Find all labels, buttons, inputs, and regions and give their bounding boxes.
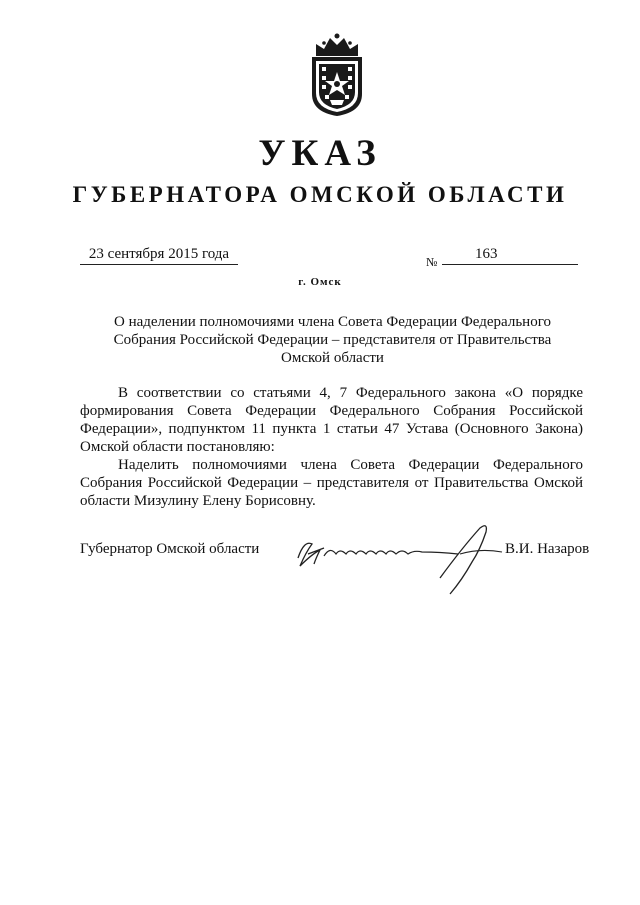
decree-city: г. Омск (298, 276, 342, 288)
decree-body (80, 384, 583, 510)
decree-subject: О наделении полномочиями члена Совета Федерации Федерального Собрания Российской Федерации – представителя от Правительства Омской области (113, 314, 552, 366)
body-paragraph: Наделить полномочиями члена Совета Федерации Федерального Собрания Российской Федерации – представителя от Правительства Омской области Мизулину Елену Борисовну. (80, 457, 583, 509)
signatory-title: Губернатор Омской области (80, 541, 260, 557)
number-label: № (426, 255, 438, 269)
body-paragraph: В соответствии со статьями 4, 7 Федерального закона «О порядке формирования Совета Федерации Федерального Собрания Российской Федерации», подпунктом 11 пункта 1 статьи 47 Устава (Основного Закона) Омской области постановляю: (80, 385, 583, 455)
handwritten-signature (290, 518, 515, 598)
decree-date: 23 сентября 2015 года (80, 245, 238, 265)
coat-of-arms-emblem (302, 32, 372, 118)
decree-number: 163 (442, 245, 578, 265)
decree-title: УКАЗ (258, 133, 382, 174)
decree-subtitle: ГУБЕРНАТОРА ОМСКОЙ ОБЛАСТИ (72, 182, 568, 207)
signatory-name: В.И. Назаров (505, 541, 590, 557)
